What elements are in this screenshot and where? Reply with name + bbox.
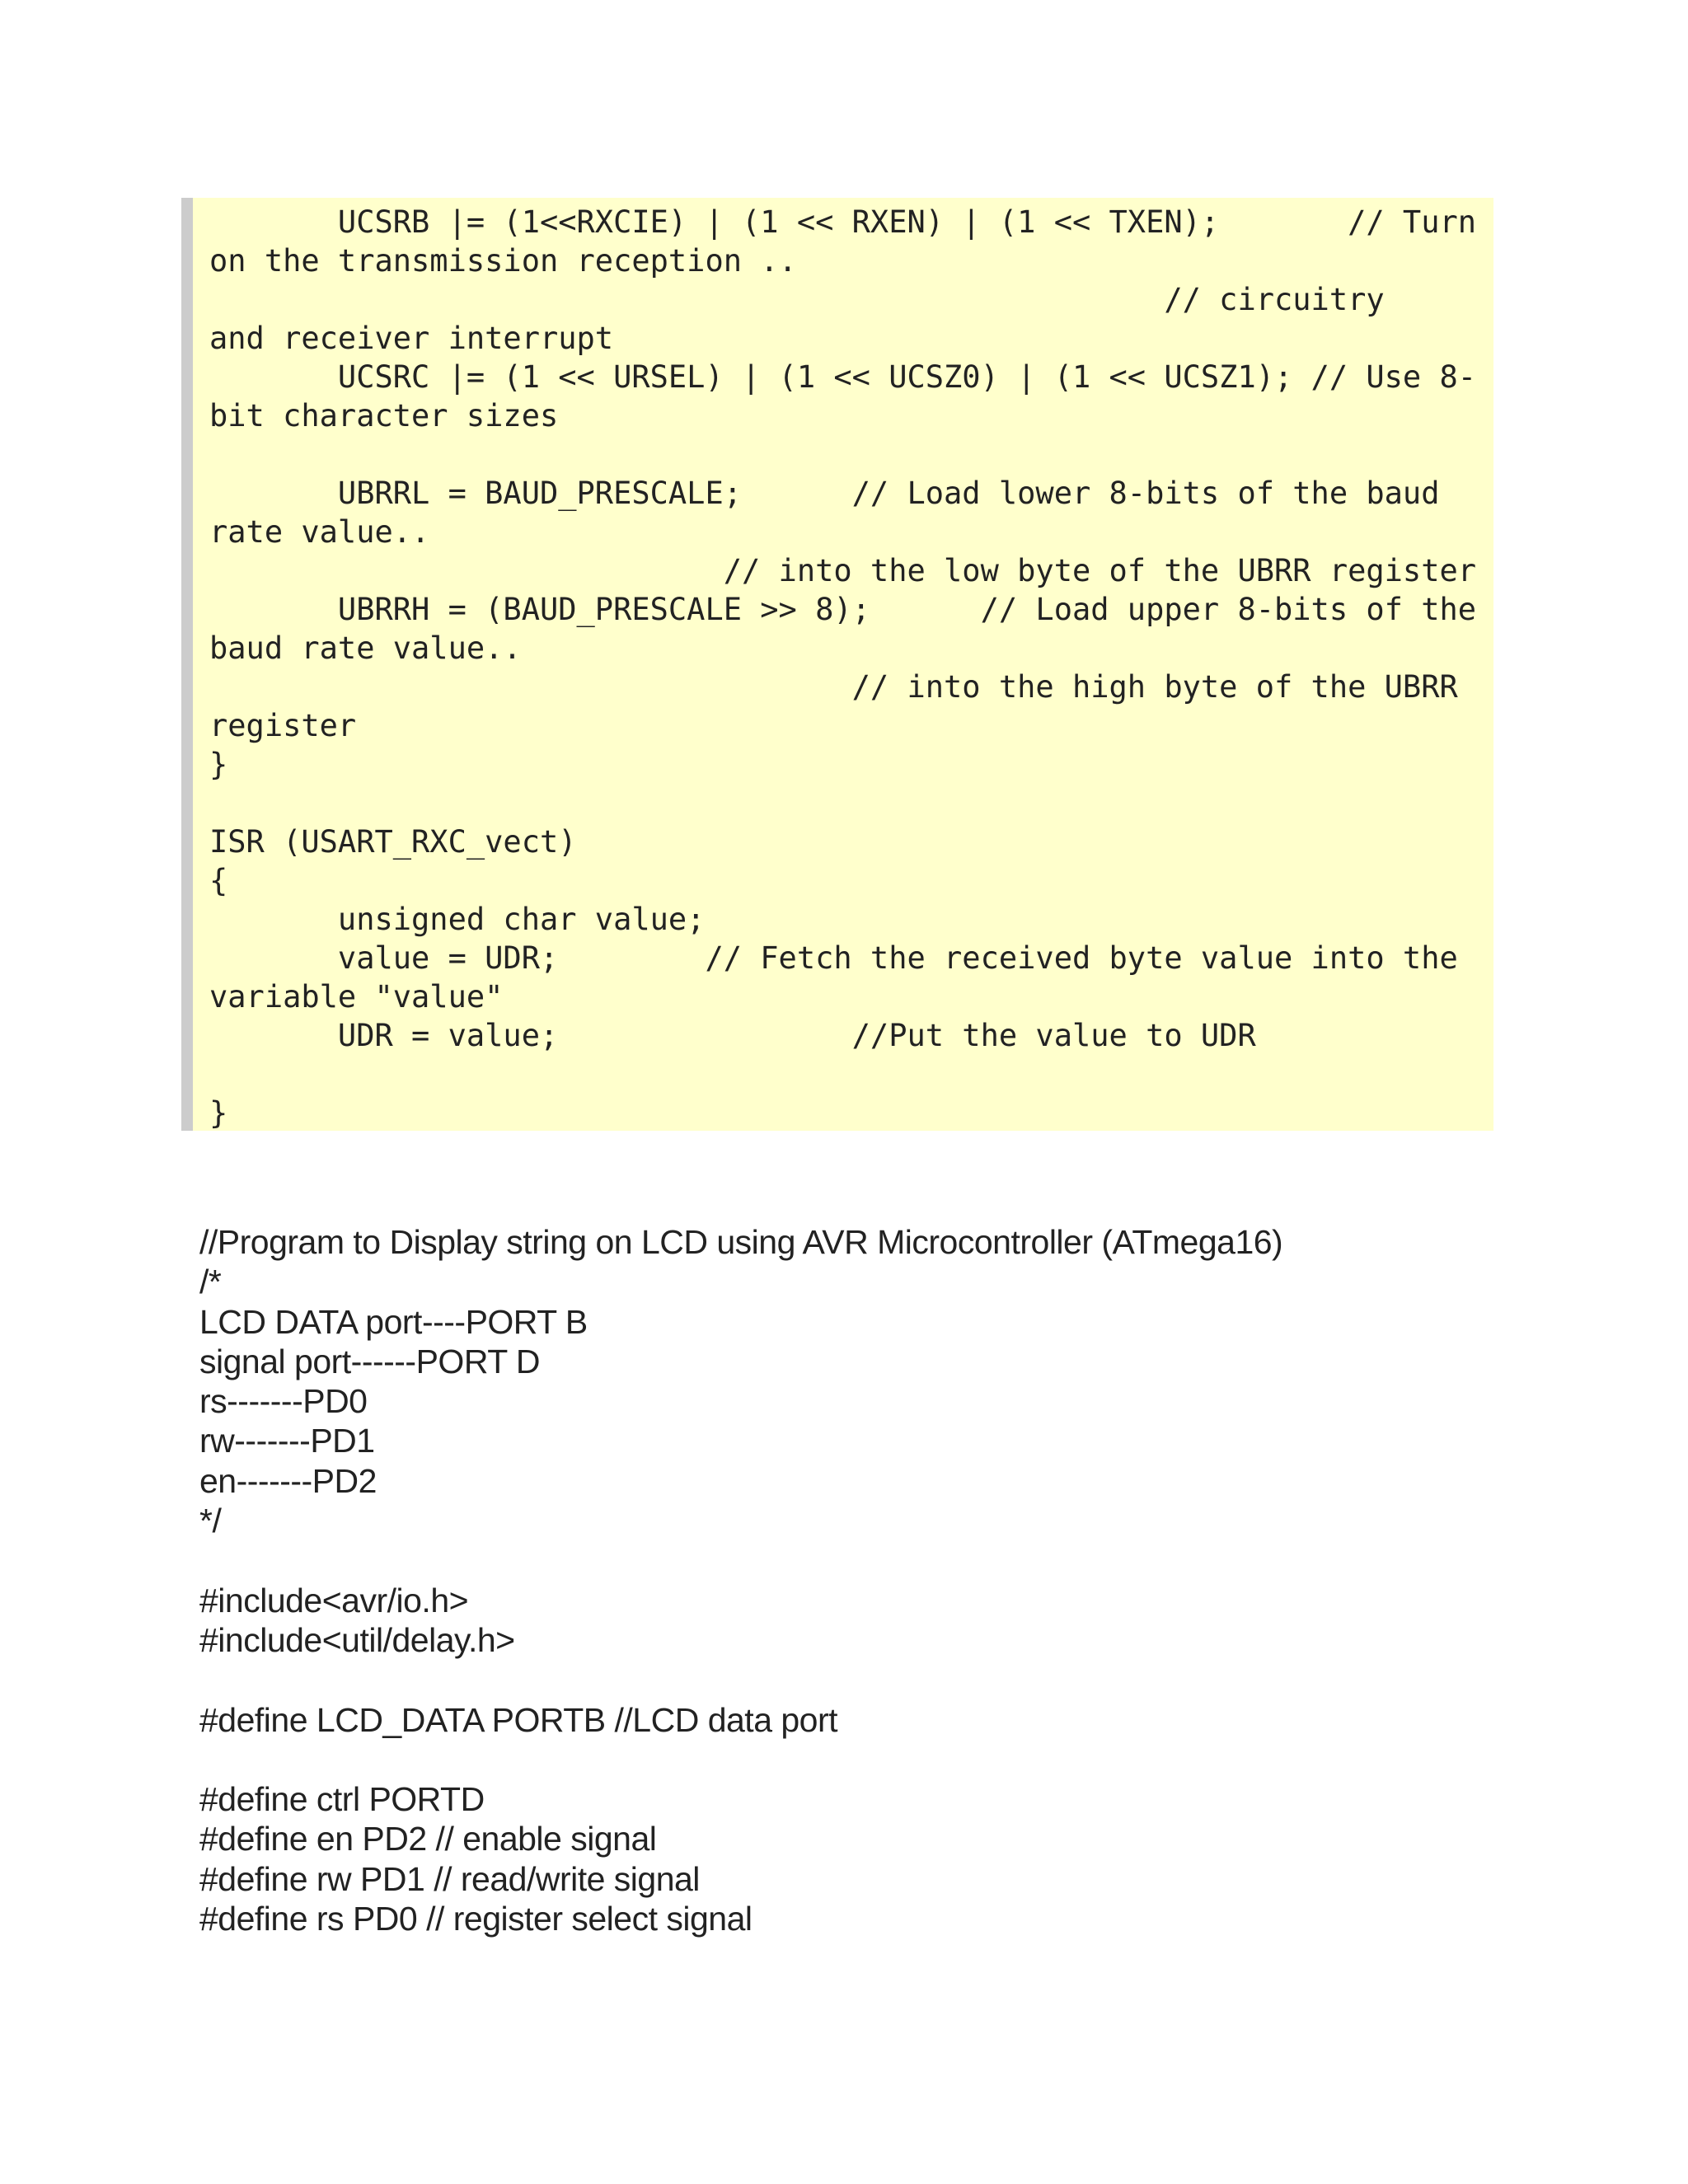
code-block xyxy=(181,198,1493,1131)
pin-note-line: rs-------PD0 xyxy=(199,1382,368,1421)
define-line: #define LCD_DATA PORTB //LCD data port xyxy=(199,1700,838,1739)
include-line: #include<avr/io.h> xyxy=(199,1581,469,1619)
blank-line xyxy=(199,1740,1601,1779)
pin-note-line: rw-------PD1 xyxy=(199,1422,375,1460)
pin-note-line: en-------PD2 xyxy=(199,1461,377,1500)
pin-note-line: LCD DATA port----PORT B xyxy=(199,1302,588,1341)
blank-line xyxy=(199,1540,1601,1580)
define-line: #define rw PD1 // read/write signal xyxy=(199,1859,700,1898)
comment-close: */ xyxy=(199,1502,222,1540)
define-line: #define ctrl PORTD xyxy=(199,1780,485,1819)
define-line: #define en PD2 // enable signal xyxy=(199,1820,657,1858)
pin-note-line: signal port------PORT D xyxy=(199,1342,540,1380)
blank-line xyxy=(199,1660,1601,1699)
comment-open: /* xyxy=(199,1263,222,1301)
code-text: UCSRB |= (1<<RXCIE) | (1 << RXEN) | (1 << TXEN); // Turn on the transmission reception .. // circuitry and receiver interrupt UCSRC |= (1 << URSEL) | (1 << UCSZ0) | (1 << UCSZ1); // Use 8- bit character sizes UBRRL = BAUD_PRESCALE; // Load lower 8-bits of the baud rate value.. // into the low byte of the UBRR register UBRRH = (BAUD_PRESCALE >> 8); // Load upper 8-bits of the baud rate value.. // into the high byte of the UBRR register } ISR (USART_RXC_vect) { unsigned char value; value = UDR; // Fetch the received byte value into the variable "value" UDR = value; //Put the value to UDR } xyxy=(209,204,1477,1131)
define-line: #define rs PD0 // register select signal xyxy=(199,1900,753,1938)
include-line: #include<util/delay.h> xyxy=(199,1620,515,1659)
program-title-comment: //Program to Display string on LCD using AVR Microcontroller (ATmega16) xyxy=(199,1223,1283,1261)
document-text xyxy=(199,1222,1601,1938)
